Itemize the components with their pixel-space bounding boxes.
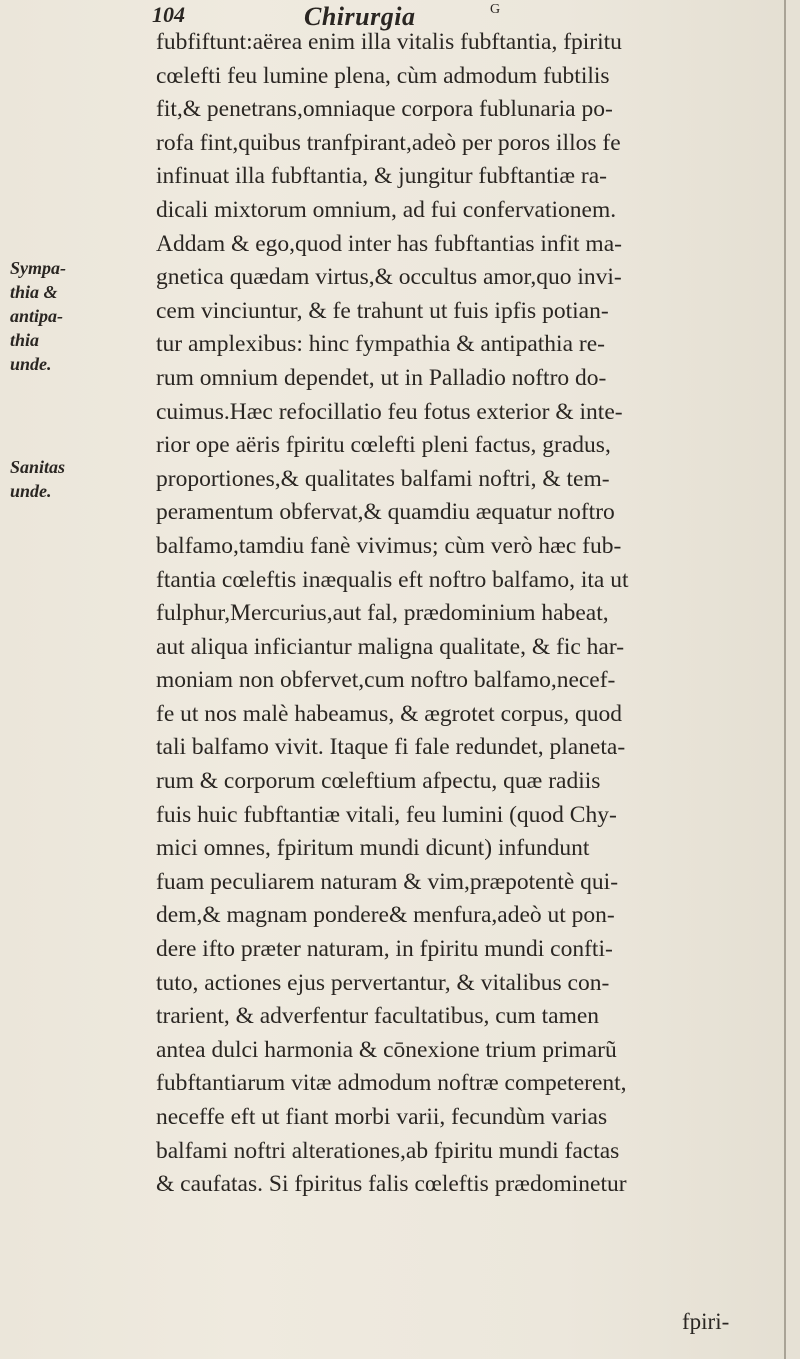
margin-note-sanitas — [10, 455, 65, 503]
text-line: rum omnium dependet, ut in Palladio noftro do- — [156, 364, 607, 391]
margin-note-line: Sanitas — [10, 457, 66, 477]
text-line: cœlefti feu lumine plena, cùm admodum fubtilis — [156, 62, 610, 89]
text-line: fe ut nos malè habeamus, & ægrotet corpus, quod — [156, 700, 622, 727]
catchword: fpiri- — [682, 1309, 730, 1334]
text-line: trarient, & adverfentur facultatibus, cum tamen — [156, 1003, 600, 1030]
margin-note-sympathia — [10, 256, 66, 376]
text-line: cuimus.Hæc refocillatio feu fotus exterior & inte- — [156, 398, 623, 425]
text-line: gnetica quædam virtus,& occultus amor,quo invi- — [156, 264, 622, 291]
text-line: fit,& penetrans,omniaque corpora fublunaria po- — [156, 96, 613, 123]
text-line: Addam & ego,quod inter has fubftantias infit ma- — [156, 230, 622, 257]
text-line: rum & corporum cœleftium afpectu, quæ radiis — [156, 768, 601, 795]
text-line: dere ifto præter naturam, in fpiritu mundi confti- — [156, 936, 613, 963]
text-line: antea dulci harmonia & cōnexione trium primarũ — [156, 1036, 617, 1063]
text-line: fubfiftunt:aërea enim illa vitalis fubftantia, fpiritu — [156, 29, 622, 55]
body-text — [156, 26, 796, 1202]
text-line: fulphur,Mercurius,aut fal, prædominium habeat, — [156, 600, 609, 627]
margin-note-line: thia & — [10, 282, 58, 302]
text-line: fubftantiarum vitæ admodum noftræ competerent, — [156, 1070, 627, 1097]
text-line: moniam non obfervet,cum noftro balfamo,necef- — [156, 667, 616, 694]
text-line: neceffe eft ut fiant morbi varii, fecundùm varias — [156, 1104, 608, 1130]
text-line: tali balfamo vivit. Itaque fi fale redundet, planeta- — [156, 734, 626, 761]
margin-note-line: thia — [10, 330, 40, 350]
text-line: aut aliqua inficiantur maligna qualitate, & fic har- — [156, 633, 625, 660]
text-line: proportiones,& qualitates balfami noftri, & tem- — [156, 465, 610, 492]
text-line: tuto, actiones ejus pervertantur, & vitalibus con- — [156, 969, 610, 996]
margin-note-line: antipa- — [10, 306, 64, 326]
text-line: cem vinciuntur, & fe trahunt ut fuis ipfis potian- — [156, 297, 609, 324]
running-title: Chirurgia — [304, 2, 416, 31]
text-line: dicali mixtorum omnium, ad fui confervationem. — [156, 196, 617, 223]
text-line: rofa fint,quibus tranfpirant,adeò per poros illos fe — [156, 129, 621, 156]
margin-note-line: Sympa- — [10, 258, 66, 278]
text-line: ftantia cœleftis inæqualis eft noftro balfamo, ita ut — [156, 566, 629, 593]
text-line: mici omnes, fpiritum mundi dicunt) infundunt — [156, 835, 590, 862]
page-number: 104 — [152, 2, 185, 27]
margin-note-line: unde. — [10, 354, 52, 374]
text-line: tur amplexibus: hinc fympathia & antipathia re- — [156, 331, 605, 358]
text-line: dem,& magnam pondere& menfura,adeò ut pon- — [156, 902, 615, 929]
text-line: infinuat illa fubftantia, & jungitur fubftantiæ ra- — [156, 163, 607, 190]
text-line: fuis huic fubftantiæ vitali, feu lumini (quod Chy- — [156, 801, 617, 828]
signature-mark: G — [490, 2, 501, 17]
text-line: peramentum obfervat,& quamdiu æquatur noftro — [156, 499, 615, 526]
text-line: & caufatas. Si fpiritus falis cœleftis prædominetur — [156, 1171, 627, 1198]
text-line: rior ope aëris fpiritu cœlefti pleni factus, gradus, — [156, 432, 611, 459]
text-line: balfamo,tamdiu fanè vivimus; cùm verò hæc fub- — [156, 532, 622, 559]
text-line: fuam peculiarem naturam & vim,præpotentè qui- — [156, 868, 619, 895]
margin-note-line: unde. — [10, 481, 52, 501]
text-line: balfami noftri alterationes,ab fpiritu mundi factas — [156, 1137, 620, 1164]
